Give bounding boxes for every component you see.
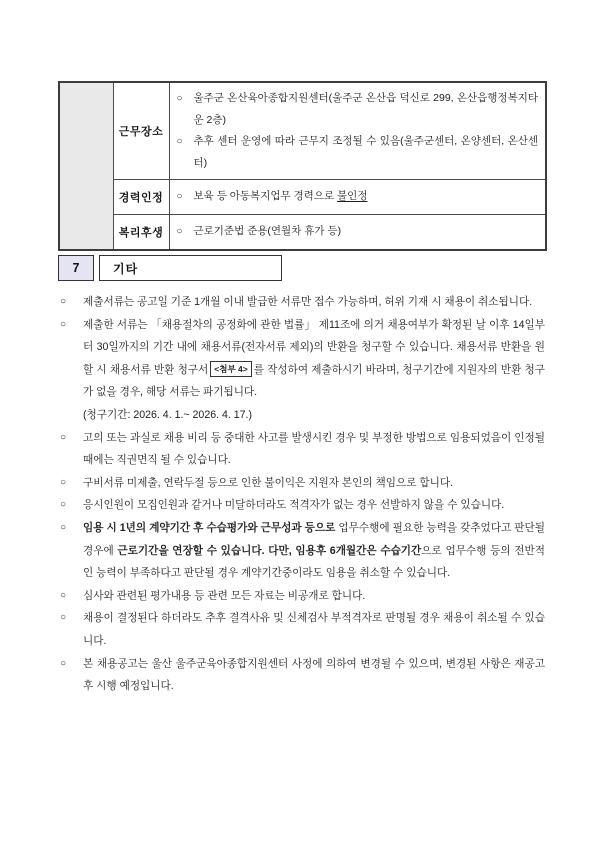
note-text	[83, 658, 545, 693]
table-label-welfare-benefits: 복리후생	[113, 215, 169, 250]
section-header	[58, 255, 282, 281]
text-segment: 본 채용공고는 울산 울주군육아종합지원센터 사정에 의하여 변경될 수 있으며, 변경된 사항은 재공고 후 시행 예정입니다.	[83, 657, 545, 693]
text-segment: 임용 시 1년의 계약기간 후 수습평가와 근무성과 등으로	[83, 521, 336, 534]
note-text	[83, 319, 545, 427]
table-content-career-recognition	[169, 180, 546, 215]
table-cell-item	[177, 88, 539, 131]
text-segment: 구비서류 미제출, 연락두절 등으로 인한 불이익은 지원자 본인의 책임으로 합니다.	[83, 476, 454, 489]
note-text	[83, 522, 545, 579]
note-text	[83, 612, 545, 647]
text-segment: 으로 업무수행 등의 전반적인 능력이 부족하다고 판단될 경우 계약기간중이라도 임용을 취소할 수 있습니다.	[83, 544, 545, 580]
circle-bullet: ○	[176, 136, 183, 147]
text-segment: 제출한 서류는 「채용절차의 공정화에 관한 법률」 제11조에 의거 채용여부가 확정된 날 이후 14일부터 30일까지의 기간 내에 채용서류(전자서류 제외)의 반환을 청구할 수 있습니다. 채용서류 반환을 원할 시 채용서류 반환 청구서	[83, 318, 545, 376]
text-segment: 추후 센터 운영에 따라 근무지 조정될 수 있음(울주군센터, 온양센터, 온산센터)	[193, 135, 538, 169]
table-cell-text	[194, 190, 368, 202]
note-item	[58, 472, 545, 495]
text-segment: 근로기준법 준용(연월차 휴가 등)	[193, 225, 342, 237]
text-segment: 불인정	[337, 190, 368, 203]
notes-list	[58, 291, 545, 698]
text-segment: 응시인원이 모집인원과 같거나 미달하더라도 적격자가 없는 경우 선발하지 않을 수 있습니다.	[83, 499, 505, 512]
text-segment: (청구기간: 2026. 4. 1.~ 2026. 4. 17.)	[83, 408, 253, 421]
text-segment: 울주군 온산육아종합지원센터(울주군 온산읍 덕신로 299, 온산읍행정복지타운 2층)	[193, 92, 538, 126]
circle-bullet: ○	[60, 521, 67, 533]
note-item	[58, 517, 545, 585]
text-segment: 보육 등 아동복지업무 경력으로	[193, 190, 338, 203]
note-item	[58, 607, 545, 652]
employment-conditions-table	[58, 81, 547, 251]
section-title: 기타	[99, 255, 282, 281]
circle-bullet: ○	[60, 476, 67, 488]
circle-bullet: ○	[60, 499, 67, 511]
text-segment: 근로기간을 연장할 수 있습니다. 다만, 임용후 6개월간은 수습기간	[117, 544, 422, 557]
note-item	[58, 427, 545, 472]
table-label-career-recognition: 경력인정	[113, 180, 169, 215]
attachment-ref-tag: <첨부 4>	[210, 361, 251, 377]
text-segment: 심사와 관련된 평가내용 등 관련 모든 자료는 비공개로 합니다.	[83, 589, 366, 602]
circle-bullet: ○	[60, 589, 67, 601]
table-cell-item	[177, 131, 539, 174]
table-cell-item	[177, 186, 539, 208]
circle-bullet: ○	[60, 612, 67, 624]
circle-bullet: ○	[60, 296, 67, 307]
note-text	[83, 590, 365, 602]
circle-bullet: ○	[60, 318, 67, 330]
table-content-welfare-benefits	[169, 215, 546, 250]
note-item	[58, 585, 545, 608]
note-text	[83, 296, 532, 308]
text-segment: 업무수행에 필요한 능력을 갖추었다고 판단될 경우에	[83, 521, 545, 557]
note-item	[58, 494, 545, 517]
text-segment: 고의 또는 과실로 채용 비리 등 중대한 사고를 발생시킨 경우 및 부정한 방법으로 임용되었음이 인정될 때에는 직권면직 될 수 있습니다.	[83, 431, 545, 467]
table-cell-text	[194, 135, 539, 169]
table-row-career-recognition	[59, 180, 546, 215]
table-label-work-location: 근무장소	[113, 82, 169, 180]
note-item	[58, 653, 545, 698]
text-segment: 채용이 결정된다 하더라도 추후 결격사유 및 신체검사 부적격자로 판명될 경우 채용이 취소될 수 있습니다.	[83, 612, 545, 647]
note-item	[58, 314, 545, 427]
note-text	[83, 432, 545, 467]
text-segment: 를 작성하여 제출하시기 바라며, 청구기간에 지원자의 반환 청구가 없을 경우, 해당 서류는 파기됩니다.	[83, 363, 545, 399]
circle-bullet: ○	[176, 191, 183, 203]
circle-bullet: ○	[176, 226, 183, 237]
table-cell-text	[194, 92, 539, 126]
circle-bullet: ○	[60, 431, 67, 443]
note-text	[83, 477, 453, 489]
table-cell-item	[177, 221, 539, 243]
circle-bullet: ○	[176, 93, 183, 104]
table-row-welfare-benefits	[59, 215, 546, 250]
note-item	[58, 291, 545, 314]
table-row-work-location	[59, 82, 546, 180]
circle-bullet: ○	[60, 657, 67, 669]
table-content-work-location	[169, 82, 546, 180]
table-spanning-cell	[59, 82, 113, 250]
note-text	[83, 499, 504, 511]
text-segment: 제출서류는 공고일 기준 1개월 이내 발급한 서류만 접수 가능하며, 허위 기재 시 채용이 취소됩니다.	[83, 296, 533, 308]
section-number-badge: 7	[58, 255, 94, 281]
table-cell-text	[194, 225, 342, 237]
